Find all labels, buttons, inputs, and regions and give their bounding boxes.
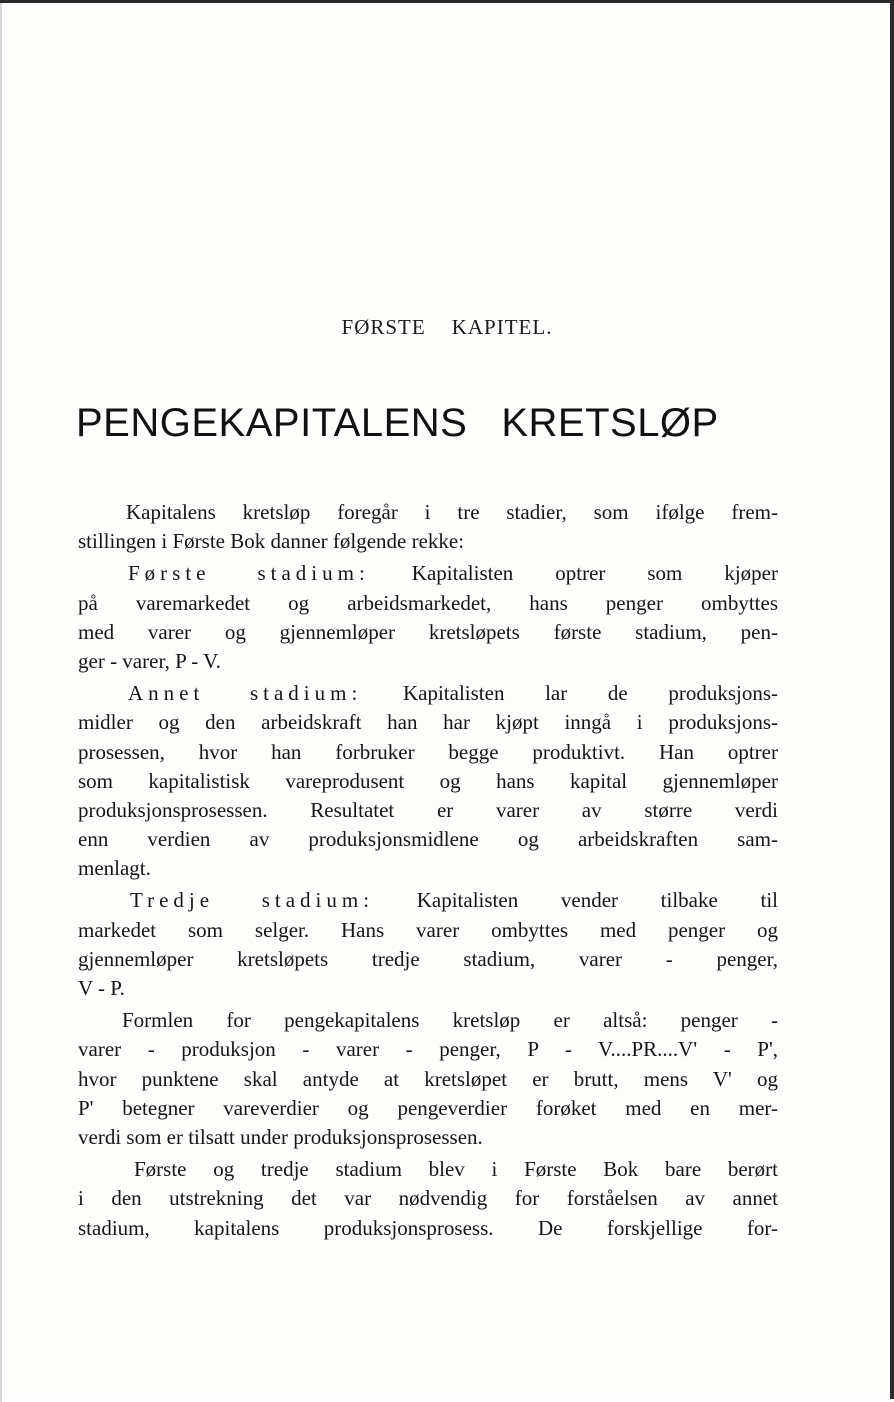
text-line: med varer og gjennemløper kretsløpets første stadium, pen- xyxy=(78,619,778,644)
text-line: på varemarkedet og arbeidsmarkedet, hans penger ombyttes xyxy=(78,590,778,615)
text-line: enn verdien av produksjonsmidlene og arbeidskraften sam- xyxy=(78,827,778,852)
text-line: midler og den arbeidskraft han har kjøpt inngå i produksjons- xyxy=(78,710,778,735)
paragraph xyxy=(78,559,778,676)
text-line: verdi som er tilsatt under produksjonsprosessen. xyxy=(78,1124,483,1149)
chapter-title-word: PENGEKAPITALENS xyxy=(76,401,468,445)
paragraph xyxy=(78,886,778,1003)
chapter-title-word: KRETSLØP xyxy=(501,401,719,445)
text-line: markedet som selger. Hans varer ombyttes med penger og xyxy=(78,917,778,942)
text-line: ger - varer, P - V. xyxy=(78,648,221,673)
text-line: menlagt. xyxy=(78,856,151,881)
text-line: produksjonsprosessen. Resultatet er varer av større verdi xyxy=(78,797,778,822)
chapter-label xyxy=(0,315,894,340)
paragraph xyxy=(78,498,778,556)
text-line xyxy=(78,559,778,588)
text-line: P' betegner vareverdier og pengeverdier forøket med en mer- xyxy=(78,1095,778,1120)
text-line-rest: Kapitalisten vender tilbake til xyxy=(416,888,778,913)
text-line: varer - produksjon - varer - penger, P - V....PR....V' - P', xyxy=(78,1037,778,1062)
text-line: gjennemløper kretsløpets tredje stadium, varer - penger, xyxy=(78,946,778,971)
text-line: Kapitalens kretsløp foregår i tre stadier, som ifølge frem- xyxy=(126,500,778,524)
paragraph xyxy=(78,1155,778,1243)
text-line: Formlen for pengekapitalens kretsløp er altså: penger - xyxy=(122,1008,778,1033)
text-line: Første og tredje stadium blev i Første Bok bare berørt xyxy=(134,1157,778,1182)
text-line: stadium, kapitalens produksjonsprosess. De forskjellige for- xyxy=(78,1215,778,1240)
chapter-title xyxy=(76,401,776,446)
text-line: som kapitalistisk vareprodusent og hans kapital gjennemløper xyxy=(78,768,778,793)
text-line xyxy=(78,886,778,915)
paragraph xyxy=(78,1006,778,1152)
text-line: stillingen i Første Bok danner følgende rekke: xyxy=(78,529,465,554)
stage-heading: Første stadium: xyxy=(128,561,370,586)
text-line-rest: Kapitalisten optrer som kjøper xyxy=(411,561,778,586)
chapter-label-word: FØRSTE xyxy=(341,315,426,339)
paragraph xyxy=(78,679,778,883)
page-edge xyxy=(0,3,2,1402)
text-line: i den utstrekning det var nødvendig for forståelsen av annet xyxy=(78,1186,778,1211)
body-text xyxy=(78,498,778,1243)
text-line: prosessen, hvor han forbruker begge produktivt. Han optrer xyxy=(78,739,778,764)
text-line-rest: Kapitalisten lar de produksjons- xyxy=(402,681,779,706)
stage-heading: Annet stadium: xyxy=(128,681,363,706)
text-line: V - P. xyxy=(78,976,125,1000)
stage-heading: Tredje stadium: xyxy=(130,888,375,913)
text-line: hvor punktene skal antyde at kretsløpet er brutt, mens V' og xyxy=(78,1066,778,1091)
text-line xyxy=(78,679,778,708)
chapter-label-word: KAPITEL. xyxy=(451,315,553,339)
